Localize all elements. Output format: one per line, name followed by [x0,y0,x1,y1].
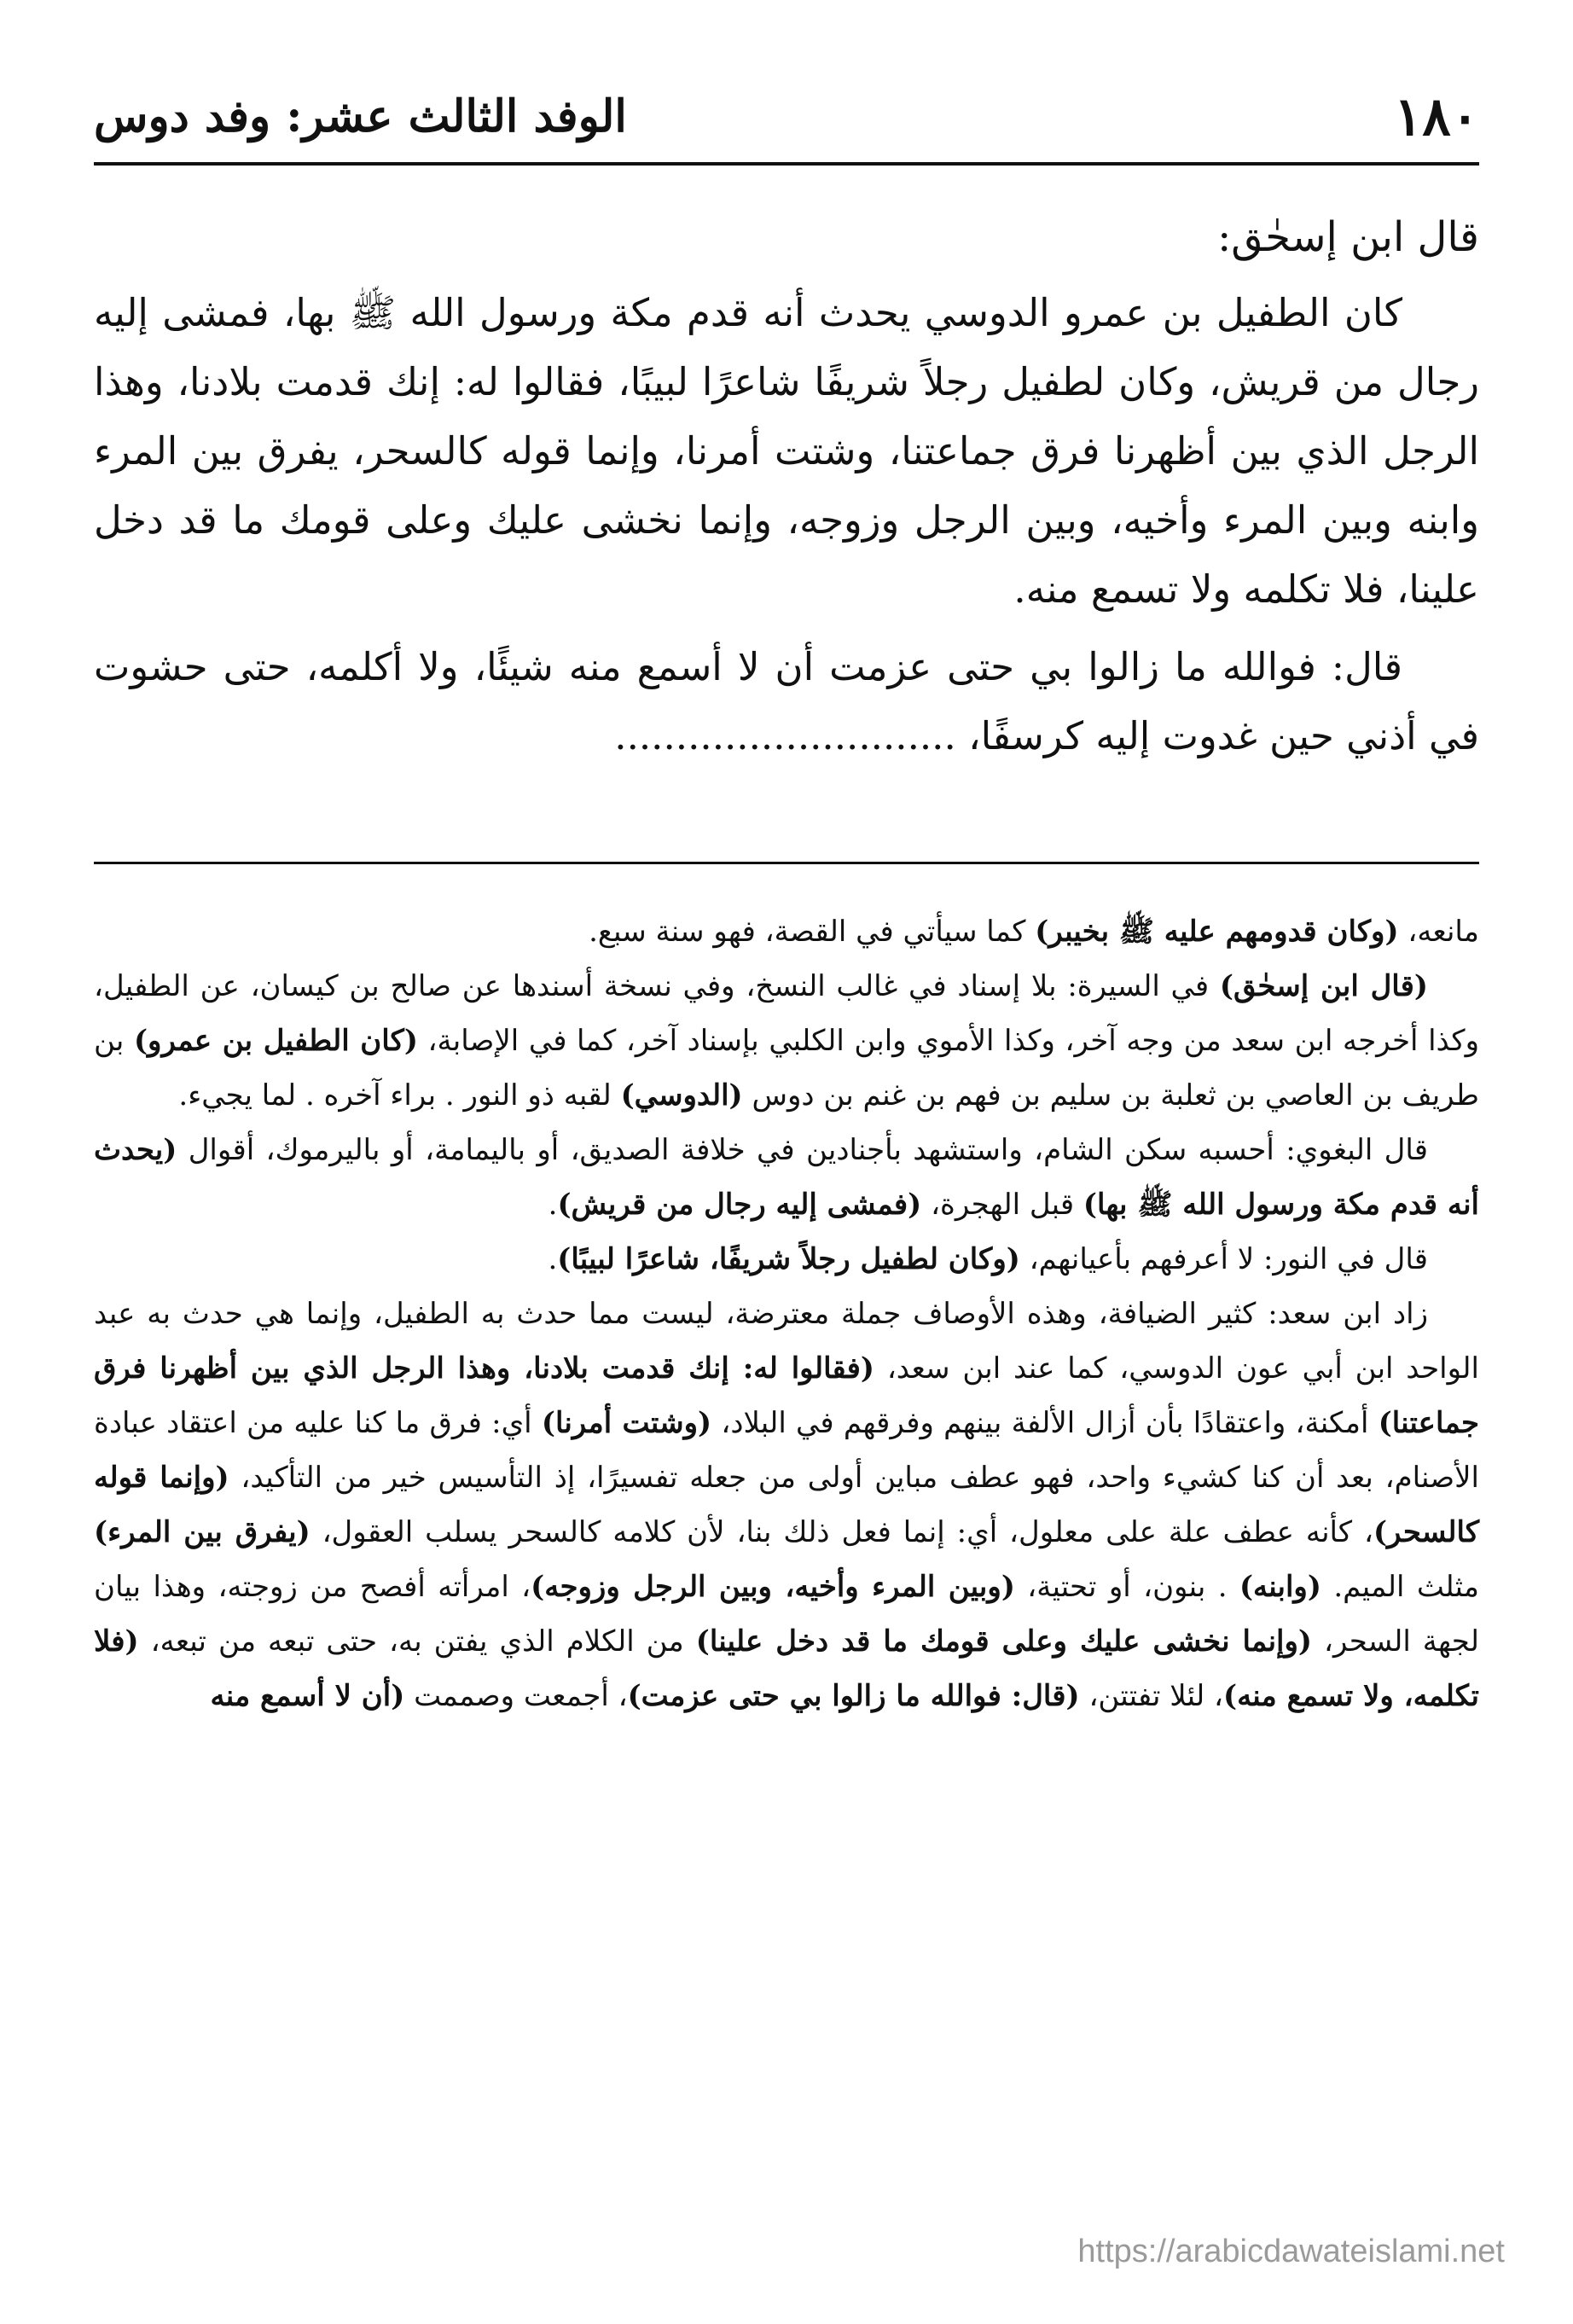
commentary-text-run: بن طريف بن العاصي بن ثعلبة بن سليم بن فهم بن غنم بن دوس [94,1024,1479,1113]
commentary-text-run: . [548,1242,558,1276]
commentary-text-run: . [548,1188,558,1222]
quoted-phrase: (وكان قدومهم عليه ﷺ بخيبر) [1035,915,1399,949]
commentary-text-run: في السيرة: بلا إسناد في غالب النسخ، وفي نسخة أسندها عن صالح بن كيسان، عن الطفيل، وكذا أخرجه ابن سعد من وجه آخر، وكذا الأموي وابن الكلبي بإسناد آخر، كما في الإصابة، [94,969,1479,1058]
commentary-text-run: من الكلام الذي يفتن به، حتى تبعه من تبعه، [138,1624,696,1659]
quoted-phrase: (كان الطفيل بن عمرو) [133,1024,418,1058]
quoted-phrase: (فقالوا له: إنك قدمت بلادنا، وهذا الرجل الذي بين أظهرنا فرق جماعتنا) [94,1351,1479,1440]
quoted-phrase: (وشتت أمرنا) [541,1406,712,1440]
commentary-text-run: ، كأنه عطف علة على معلول، أي: إنما فعل ذلك بنا، لأن كلامه كالسحر يسلب العقول، [310,1515,1373,1549]
commentary-text-run: مانعه، [1398,915,1479,949]
commentary-paragraph-5 [94,1287,1479,1723]
quoted-phrase: (يفرق بين المرء) [94,1515,311,1549]
commentary-text-run: أمكنة، واعتقادًا بأن أزال الألفة بينهم وفرقهم في البلاد، [711,1406,1379,1440]
commentary-paragraph-4 [94,1232,1479,1287]
commentary-text-run: كما سيأتي في القصة، فهو سنة سبع. [589,915,1036,949]
quoted-phrase: (قال: فوالله ما زالوا بي حتى عزمت) [627,1679,1080,1713]
main-paragraph-2 [94,632,1479,770]
quoted-phrase: (يحدث أنه قدم مكة ورسول الله ﷺ بها) [94,1133,1479,1222]
commentary-text-run: ، لئلا تفتتن، [1079,1679,1223,1713]
commentary-text-run: قبل الهجرة، [921,1188,1083,1222]
main-paragraph-1: كان الطفيل بن عمرو الدوسي يحدث أنه قدم مكة ورسول الله ﷺ بها، فمشى إليه رجال من قريش، وكان لطفيل رجلاً شريفًا شاعرًا لبيبًا، فقالوا له: إنك قدمت بلادنا، وهذا الرجل الذي بين أظهرنا فرق جماعتنا، وشتت أمرنا، وإنما قوله كالسحر، يفرق بين المرء وابنه وبين المرء وأخيه، وبين الرجل وزوجه، وإنما نخشى عليك وعلى قومك ما قد دخل علينا، فلا تكلمه ولا تسمع منه. [94,290,1479,612]
quoted-phrase: (فلا تكلمه، ولا تسمع منه) [94,1624,1479,1713]
commentary-text-run: ، امرأته أفصح من زوجته، وهذا بيان لجهة السحر، [94,1570,1480,1659]
commentary-paragraph-1 [94,904,1479,959]
commentary-text-run: لقبه ذو النور . براء آخره . لما يجيء. [178,1078,621,1113]
quoted-phrase: (وبين المرء وأخيه، وبين الرجل وزوجه) [531,1570,1015,1604]
quoted-phrase: (وإنما قوله كالسحر) [94,1461,1479,1549]
commentary-paragraph-2 [94,959,1479,1123]
quoted-phrase: (الدوسي) [620,1078,743,1113]
main-heading: قال ابن إسحٰق: [1217,213,1479,261]
commentary-paragraph-3 [94,1123,1479,1232]
quoted-phrase: (وابنه) [1239,1570,1321,1604]
continuation-dots: ............................ [614,713,956,758]
watermark-link[interactable]: https://arabicdawateislami.net [1077,2234,1505,2269]
quoted-phrase: (وإنما نخشى عليك وعلى قومك ما قد دخل علينا) [695,1624,1312,1659]
page-number: ١٨٠ [1394,85,1479,148]
quoted-phrase: (وكان لطفيل رجلاً شريفًا، شاعرًا لبيبًا) [557,1242,1020,1276]
commentary-text [94,904,1479,1723]
quoted-phrase: (فمشى إليه رجال من قريش) [557,1188,922,1222]
quoted-phrase: (قال ابن إسحٰق) [1219,969,1428,1003]
quoted-phrase: (أن لا أسمع منه [210,1679,405,1713]
header-rule [94,162,1479,166]
commentary-text-run: زاد ابن سعد: كثير الضيافة، وهذه الأوصاف جملة معترضة، ليست مما حدث به الطفيل، وإنما هي حدث به عبد الواحد ابن أبي عون الدوسي، كما عند ابن سعد، [94,1297,1479,1386]
main-text [94,201,1479,770]
commentary-text-run: ، أجمعت وصممت [404,1679,628,1713]
commentary-text-run: مثلث الميم. [1321,1570,1480,1604]
running-title: الوفد الثالث عشر: وفد دوس [94,90,627,142]
page-header [94,78,1479,155]
commentary-text-run: قال في النور: لا أعرفهم بأعيانهم، [1019,1242,1428,1276]
main-paragraph-2-text: قال: فوالله ما زالوا بي حتى عزمت أن لا أسمع منه شيئًا، ولا أكلمه، حتى حشوت في أذني حين غدوت إليه كرسفًا، [94,644,1479,758]
commentary-text-run: قال البغوي: أحسبه سكن الشام، واستشهد بأجنادين في خلافة الصديق، أو باليمامة، أو باليرموك، أقوال [177,1133,1428,1167]
commentary-text-run: . بنون، أو تحتية، [1014,1570,1239,1604]
footnote-separator [94,862,1479,864]
commentary-text-run: أي: فرق ما كنا عليه من اعتقاد عبادة الأصنام، بعد أن كنا كشيء واحد، فهو عطف مباين أولى من جعله تفسيرًا، إذ التأسيس خير من التأكيد، [94,1406,1479,1495]
